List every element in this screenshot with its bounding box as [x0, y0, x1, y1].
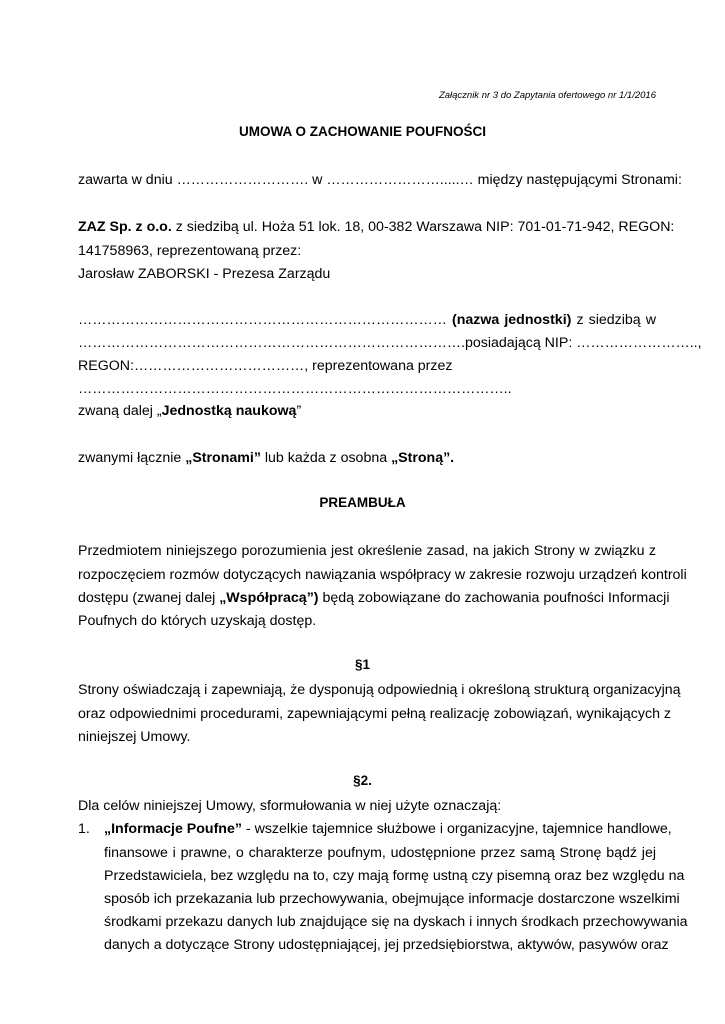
party2-line1: …………………………………………………………………… (nazwa jednostki) z siedzibą w — [78, 312, 656, 328]
party2-line2: ……………………………………………………………………….posiadającą NIP: …………………….., — [78, 335, 702, 351]
party1-line2: 141758963, reprezentowaną przez: — [78, 243, 302, 259]
party1-name: ZAZ Sp. z o.o. — [78, 219, 172, 235]
section2-item1-number: 1. — [78, 821, 90, 837]
section2-intro: Dla celów niniejszej Umowy, sformułowania w niej użyte oznaczają: — [78, 798, 502, 814]
preamble-line4: Poufnych do których uzyskają dostęp. — [78, 613, 317, 629]
preamble-line3: dostępu (zwanej dalej „Współpracą”) będą zobowiązane do zachowania poufności Informacji — [78, 590, 670, 606]
preamble-line1: Przedmiotem niniejszego porozumienia jest określenie zasad, na jakich Strony w związku z — [78, 543, 656, 559]
parties-definition: zwanymi łącznie „Stronami” lub każda z osobna „Stroną”. — [78, 450, 455, 466]
party2-line3: REGON:………………………………, reprezentowana przez — [78, 358, 453, 374]
section1-line2: oraz odpowiednimi procedurami, zapewniającymi pełną realizację zobowiązań, wynikających z — [78, 706, 672, 722]
section2-item1-line3: Przedstawiciela, bez względu na to, czy mają formę ustną czy pisemną oraz bez względu na — [104, 868, 685, 884]
section2-item1-line4: sposób ich przekazania lub przechowywania, obejmujące informacje dostarczone wszelkimi — [104, 891, 680, 907]
party2-line5: zwaną dalej „Jednostką naukową” — [78, 403, 302, 419]
section2-item1-line5: środkami przekazu danych lub znajdujące się na dyskach i innych środkach przechowywania — [104, 914, 688, 930]
party2-line4: ……………………………………………………………………………….. — [78, 381, 512, 397]
section1-heading: §1 — [354, 657, 371, 672]
document-title: UMOWA O ZACHOWANIE POUFNOŚCI — [239, 124, 486, 139]
section2-item1-line2: finansowe i prawne, o charakterze poufnym, udostępnione przez samą Stronę bądź jej — [104, 845, 656, 861]
attachment-note: Załącznik nr 3 do Zapytania ofertowego nr 1/1/2016 — [438, 90, 656, 101]
section1-line3: niniejszej Umowy. — [78, 729, 191, 745]
party1-line3: Jarosław ZABORSKI - Prezesa Zarządu — [78, 266, 331, 282]
section1-line1: Strony oświadczają i zapewniają, że dysponują odpowiednią i określoną strukturą organizacyjną — [78, 682, 681, 698]
intro-line: zawarta w dniu ………………………. w …………………….....… między następującymi Stronami: — [78, 172, 682, 188]
party1-line1: ZAZ Sp. z o.o. z siedzibą ul. Hoża 51 lok. 18, 00-382 Warszawa NIP: 701-01-71-942, REGON: — [78, 219, 675, 235]
preamble-heading: PREAMBUŁA — [319, 495, 406, 510]
section2-item1-line1: „Informacje Poufne” - wszelkie tajemnice służbowe i organizacyjne, tajemnice handlowe, — [104, 821, 672, 837]
section2-item1-line6: danych a dotyczące Strony udostępniającej, jej przedsiębiorstwa, aktywów, pasywów oraz — [104, 937, 669, 953]
preamble-line2: rozpoczęciem rozmów dotyczących nawiązania współpracy w zakresie rozwoju urządzeń kontroli — [78, 567, 687, 583]
section2-heading: §2. — [353, 773, 372, 788]
